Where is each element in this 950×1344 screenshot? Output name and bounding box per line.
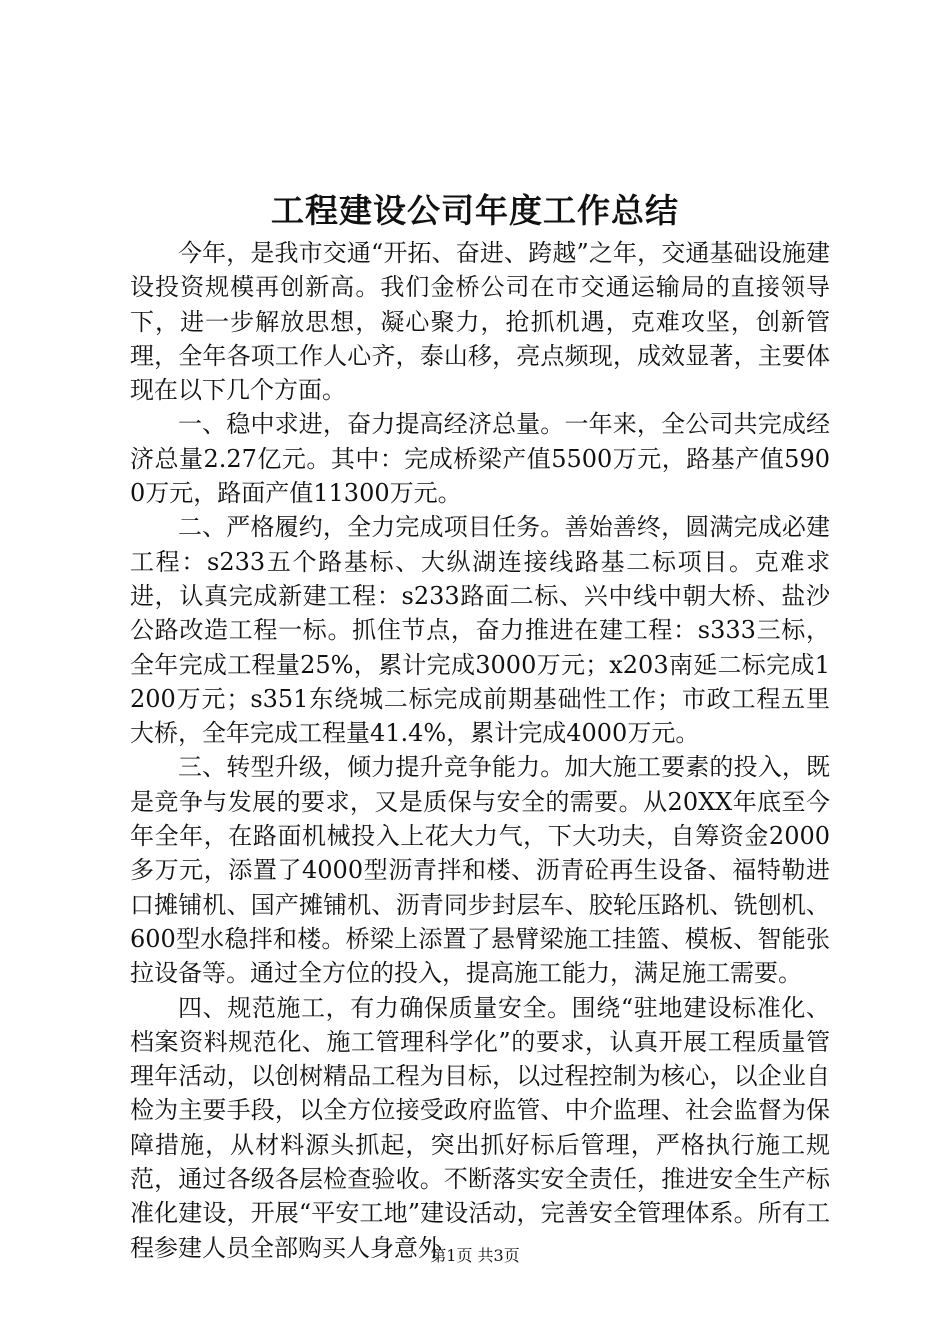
paragraph-section-2: 二、严格履约，全力完成项目任务。善始善终，圆满完成必建工程：s233五个路基标、大纵湖连接线路基二标项目。克难求进，认真完成新建工程：s233路面二标、兴中线中朝大桥、盐沙公路改造工程一标。抓住节点，奋力推进在建工程：s333三标，全年完成工程量25%，累计完成3000万元；x203南延二标完成1200万元；s351东绕城二标完成前期基础性工作；市政工程五里大桥，全年完成工程量41.4%，累计完成4000万元。: [130, 513, 830, 748]
paragraph-section-1: 一、稳中求进，奋力提高经济总量。一年来，全公司共完成经济总量2.27亿元。其中：完成桥梁产值5500万元，路基产值5900万元，路面产值11300万元。: [130, 410, 830, 508]
document-body: [130, 236, 830, 1265]
paragraph-section-4: 四、规范施工，有力确保质量安全。围绕“驻地建设标准化、档案资料规范化、施工管理科学化”的要求，认真开展工程质量管理年活动，以创树精品工程为目标，以过程控制为核心，以企业自检为主要手段，以全方位接受政府监管、中介监理、社会监督为保障措施，从材料源头抓起，突出抓好标后管理，严格执行施工规范，通过各级各层检查验收。不断落实安全责任，推进安全生产标准化建设，开展“平安工地”建设活动，完善安全管理体系。所有工程参建人员全部购买人身意外: [130, 993, 830, 1262]
page-number-footer: 第1页 共3页: [430, 1246, 520, 1265]
paragraph-section-3: 三、转型升级，倾力提升竞争能力。加大施工要素的投入，既是竞争与发展的要求，又是质保与安全的需要。从20XX年底至今年全年，在路面机械投入上花大力气，下大功夫，自筹资金2000多万元，添置了4000型沥青拌和楼、沥青砼再生设备、福特勒进口摊铺机、国产摊铺机、沥青同步封层车、胶轮压路机、铣刨机、600型水稳拌和楼。桥梁上添置了悬臂梁施工挂篮、模板、智能张拉设备等。通过全方位的投入，提高施工能力，满足施工需要。: [130, 753, 830, 988]
document-title: 工程建设公司年度工作总结: [271, 191, 679, 230]
paragraph-intro: 今年，是我市交通“开拓、奋进、跨越”之年，交通基础设施建设投资规模再创新高。我们金桥公司在市交通运输局的直接领导下，进一步解放思想，凝心聚力，抢抓机遇，克难攻坚，创新管理，全年各项工作人心齐，泰山移，亮点频现，成效显著，主要体现在以下几个方面。: [130, 239, 830, 405]
